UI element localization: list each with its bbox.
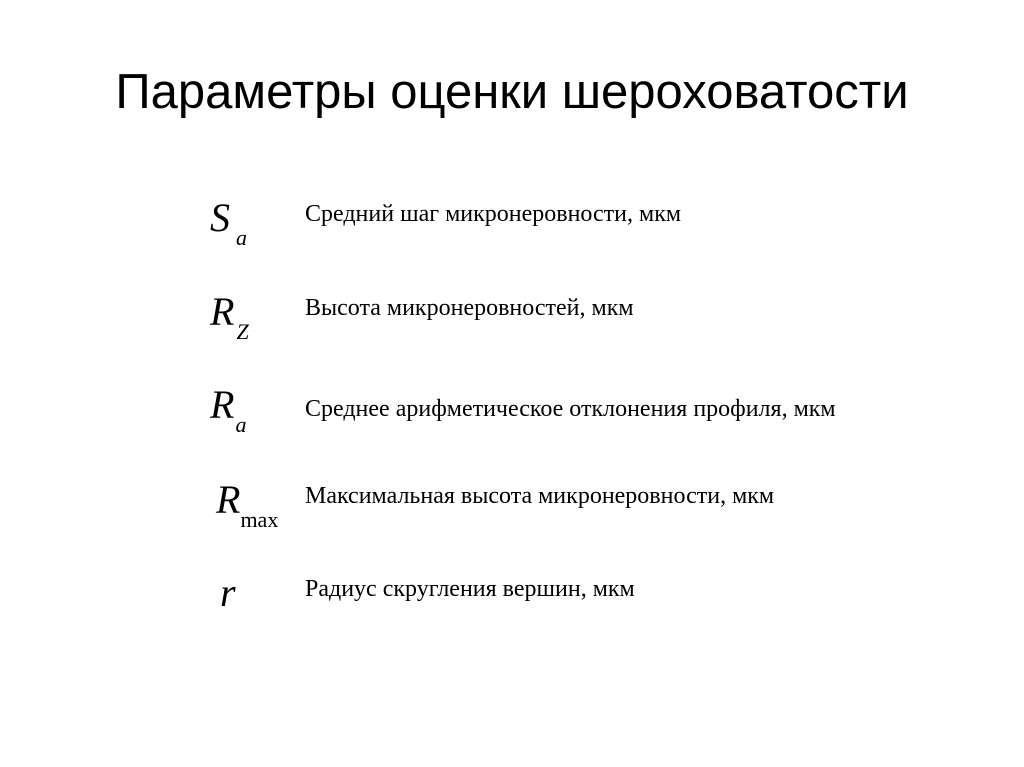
parameter-description: Максимальная высота микронеровности, мкм xyxy=(305,483,775,509)
parameter-description: Средний шаг микронеровности, мкм xyxy=(305,201,682,227)
parameter-row-ra xyxy=(0,382,1024,445)
parameter-description: Высота микронеровностей, мкм xyxy=(305,295,634,321)
symbol-letter: R xyxy=(216,477,241,522)
symbol-subscript: Z xyxy=(236,319,249,344)
parameter-row-r xyxy=(0,570,1024,633)
parameter-description: Радиус скругления вершин, мкм xyxy=(305,576,635,602)
symbol-subscript: a xyxy=(236,225,247,250)
symbol-letter: R xyxy=(210,289,235,334)
symbol-letter: S xyxy=(210,195,230,240)
parameter-description: Среднее арифметическое отклонения профиля, мкм xyxy=(305,396,836,422)
parameter-symbol xyxy=(210,382,247,437)
symbol-letter: r xyxy=(220,570,236,615)
parameter-symbol xyxy=(210,195,247,250)
parameter-row-rz xyxy=(0,289,1024,352)
parameter-symbol xyxy=(220,570,236,620)
symbol-subscript: a xyxy=(235,412,247,437)
parameter-symbol xyxy=(216,477,279,532)
symbol-letter: R xyxy=(210,382,235,427)
slide-title: Параметры оценки шероховатости xyxy=(115,65,909,119)
parameter-row-sa xyxy=(0,195,1024,258)
parameter-row-rmax xyxy=(0,477,1024,540)
parameter-symbol xyxy=(210,289,249,344)
symbol-subscript: max xyxy=(240,507,279,532)
